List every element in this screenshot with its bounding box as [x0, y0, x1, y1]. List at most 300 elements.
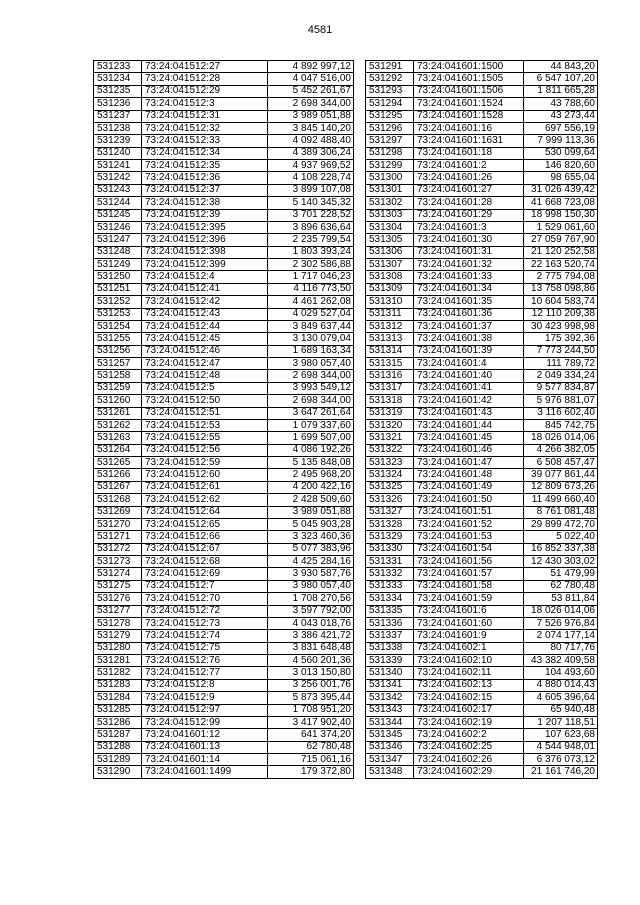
table-row — [94, 234, 354, 246]
row-number-cell: 531251 — [94, 283, 142, 295]
value-cell: 12 110 209,38 — [524, 308, 598, 320]
value-cell: 7 526 976,84 — [524, 617, 598, 629]
value-cell: 3 989 051,88 — [268, 506, 354, 518]
cadastral-number-cell: 73:24:041512:43 — [142, 308, 268, 320]
table-row — [94, 147, 354, 159]
cadastral-number-cell: 73:24:041602:1 — [414, 642, 524, 654]
value-cell: 4 389 306,24 — [268, 147, 354, 159]
table-row — [366, 160, 598, 172]
row-number-cell: 531318 — [366, 395, 414, 407]
cadastral-number-cell: 73:24:041512:399 — [142, 259, 268, 271]
value-cell: 641 374,20 — [268, 729, 354, 741]
value-cell: 4 461 262,08 — [268, 296, 354, 308]
cadastral-number-cell: 73:24:041601:16 — [414, 122, 524, 134]
row-number-cell: 531241 — [94, 160, 142, 172]
row-number-cell: 531309 — [366, 283, 414, 295]
value-cell: 5 077 383,96 — [268, 543, 354, 555]
row-number-cell: 531320 — [366, 419, 414, 431]
cadastral-number-cell: 73:24:041601:54 — [414, 543, 524, 555]
cadastral-number-cell: 73:24:041512:59 — [142, 457, 268, 469]
cadastral-number-cell: 73:24:041602:19 — [414, 716, 524, 728]
row-number-cell: 531315 — [366, 358, 414, 370]
row-number-cell: 531346 — [366, 741, 414, 753]
value-cell: 3 845 140,20 — [268, 122, 354, 134]
table-row — [94, 543, 354, 555]
value-cell: 4 425 284,16 — [268, 556, 354, 568]
row-number-cell: 531239 — [94, 135, 142, 147]
table-row — [94, 679, 354, 691]
value-cell: 1 803 393,24 — [268, 246, 354, 258]
value-cell: 10 604 583,74 — [524, 296, 598, 308]
left-register-table — [93, 60, 354, 779]
cadastral-number-cell: 73:24:041601:3 — [414, 221, 524, 233]
table-row — [94, 85, 354, 97]
cadastral-number-cell: 73:24:041512:76 — [142, 655, 268, 667]
value-cell: 7 999 113,36 — [524, 135, 598, 147]
value-cell: 3 980 057,40 — [268, 358, 354, 370]
cadastral-number-cell: 73:24:041512:47 — [142, 358, 268, 370]
value-cell: 5 140 345,32 — [268, 197, 354, 209]
cadastral-number-cell: 73:24:041512:70 — [142, 593, 268, 605]
row-number-cell: 531334 — [366, 593, 414, 605]
cadastral-number-cell: 73:24:041512:39 — [142, 209, 268, 221]
cadastral-number-cell: 73:24:041601:27 — [414, 184, 524, 196]
value-cell: 1 811 665,28 — [524, 85, 598, 97]
table-row — [94, 605, 354, 617]
value-cell: 4 266 382,05 — [524, 444, 598, 456]
value-cell: 5 976 881,07 — [524, 395, 598, 407]
cadastral-number-cell: 73:24:041512:5 — [142, 382, 268, 394]
cadastral-number-cell: 73:24:041512:61 — [142, 481, 268, 493]
row-number-cell: 531310 — [366, 296, 414, 308]
table-row — [94, 333, 354, 345]
table-row — [94, 716, 354, 728]
row-number-cell: 531240 — [94, 147, 142, 159]
row-number-cell: 531330 — [366, 543, 414, 555]
cadastral-number-cell: 73:24:041512:7 — [142, 580, 268, 592]
row-number-cell: 531277 — [94, 605, 142, 617]
cadastral-number-cell: 73:24:041601:33 — [414, 271, 524, 283]
cadastral-number-cell: 73:24:041512:42 — [142, 296, 268, 308]
value-cell: 107 623,68 — [524, 729, 598, 741]
table-row — [366, 382, 598, 394]
row-number-cell: 531248 — [94, 246, 142, 258]
row-number-cell: 531250 — [94, 271, 142, 283]
table-row — [366, 692, 598, 704]
cadastral-number-cell: 73:24:041601:41 — [414, 382, 524, 394]
table-row — [366, 419, 598, 431]
cadastral-number-cell: 73:24:041601:46 — [414, 444, 524, 456]
table-row — [94, 754, 354, 766]
table-row — [94, 358, 354, 370]
table-row — [94, 692, 354, 704]
cadastral-number-cell: 73:24:041601:39 — [414, 345, 524, 357]
table-row — [366, 494, 598, 506]
row-number-cell: 531322 — [366, 444, 414, 456]
row-number-cell: 531286 — [94, 716, 142, 728]
value-cell: 4 108 228,74 — [268, 172, 354, 184]
cadastral-number-cell: 73:24:041601:38 — [414, 333, 524, 345]
table-row — [366, 580, 598, 592]
table-row — [94, 531, 354, 543]
cadastral-number-cell: 73:24:041601:31 — [414, 246, 524, 258]
row-number-cell: 531301 — [366, 184, 414, 196]
row-number-cell: 531333 — [366, 580, 414, 592]
row-number-cell: 531336 — [366, 617, 414, 629]
table-row — [94, 568, 354, 580]
cadastral-number-cell: 73:24:041601:50 — [414, 494, 524, 506]
table-row — [94, 729, 354, 741]
table-row — [366, 729, 598, 741]
row-number-cell: 531253 — [94, 308, 142, 320]
cadastral-number-cell: 73:24:041601:26 — [414, 172, 524, 184]
table-row — [366, 617, 598, 629]
value-cell: 4 116 773,50 — [268, 283, 354, 295]
row-number-cell: 531339 — [366, 655, 414, 667]
cadastral-number-cell: 73:24:041601:12 — [142, 729, 268, 741]
row-number-cell: 531257 — [94, 358, 142, 370]
row-number-cell: 531338 — [366, 642, 414, 654]
value-cell: 530 099,64 — [524, 147, 598, 159]
value-cell: 3 116 602,40 — [524, 407, 598, 419]
row-number-cell: 531311 — [366, 308, 414, 320]
table-row — [366, 667, 598, 679]
table-row — [94, 110, 354, 122]
cadastral-number-cell: 73:24:041512:48 — [142, 370, 268, 382]
row-number-cell: 531337 — [366, 630, 414, 642]
value-cell: 62 780,48 — [524, 580, 598, 592]
table-row — [366, 61, 598, 73]
cadastral-number-cell: 73:24:041512:51 — [142, 407, 268, 419]
row-number-cell: 531261 — [94, 407, 142, 419]
cadastral-number-cell: 73:24:041512:44 — [142, 320, 268, 332]
cadastral-number-cell: 73:24:041512:68 — [142, 556, 268, 568]
table-row — [94, 172, 354, 184]
cadastral-number-cell: 73:24:041512:41 — [142, 283, 268, 295]
cadastral-number-cell: 73:24:041512:27 — [142, 61, 268, 73]
row-number-cell: 531283 — [94, 679, 142, 691]
value-cell: 22 163 520,74 — [524, 259, 598, 271]
row-number-cell: 531235 — [94, 85, 142, 97]
value-cell: 3 899 107,08 — [268, 184, 354, 196]
table-row — [94, 73, 354, 85]
row-number-cell: 531299 — [366, 160, 414, 172]
table-row — [94, 296, 354, 308]
table-row — [94, 345, 354, 357]
row-number-cell: 531321 — [366, 432, 414, 444]
row-number-cell: 531316 — [366, 370, 414, 382]
cadastral-number-cell: 73:24:041601:58 — [414, 580, 524, 592]
table-row — [366, 358, 598, 370]
table-row — [366, 432, 598, 444]
value-cell: 715 061,16 — [268, 754, 354, 766]
table-row — [366, 655, 598, 667]
value-cell: 18 026 014,06 — [524, 432, 598, 444]
table-row — [366, 469, 598, 481]
value-cell: 3 989 051,88 — [268, 110, 354, 122]
table-row — [366, 259, 598, 271]
row-number-cell: 531272 — [94, 543, 142, 555]
cadastral-number-cell: 73:24:041601:51 — [414, 506, 524, 518]
table-row — [366, 122, 598, 134]
table-row — [94, 630, 354, 642]
table-row — [366, 754, 598, 766]
value-cell: 1 207 118,51 — [524, 716, 598, 728]
cadastral-number-cell: 73:24:041512:66 — [142, 531, 268, 543]
cadastral-number-cell: 73:24:041512:38 — [142, 197, 268, 209]
table-row — [366, 605, 598, 617]
cadastral-number-cell: 73:24:041512:65 — [142, 518, 268, 530]
value-cell: 29 899 472,70 — [524, 518, 598, 530]
table-row — [366, 704, 598, 716]
value-cell: 43 382 409,58 — [524, 655, 598, 667]
cadastral-number-cell: 73:24:041601:1500 — [414, 61, 524, 73]
value-cell: 5 045 903,28 — [268, 518, 354, 530]
cadastral-number-cell: 73:24:041601:13 — [142, 741, 268, 753]
table-row — [366, 209, 598, 221]
table-row — [94, 197, 354, 209]
row-number-cell: 531300 — [366, 172, 414, 184]
row-number-cell: 531274 — [94, 568, 142, 580]
row-number-cell: 531340 — [366, 667, 414, 679]
row-number-cell: 531347 — [366, 754, 414, 766]
value-cell: 3 386 421,72 — [268, 630, 354, 642]
value-cell: 111 789,72 — [524, 358, 598, 370]
row-number-cell: 531236 — [94, 98, 142, 110]
row-number-cell: 531246 — [94, 221, 142, 233]
row-number-cell: 531308 — [366, 271, 414, 283]
row-number-cell: 531317 — [366, 382, 414, 394]
table-row — [366, 283, 598, 295]
table-row — [366, 543, 598, 555]
row-number-cell: 531252 — [94, 296, 142, 308]
table-row — [366, 296, 598, 308]
value-cell: 5 873 395,44 — [268, 692, 354, 704]
cadastral-number-cell: 73:24:041601:9 — [414, 630, 524, 642]
value-cell: 8 761 081,48 — [524, 506, 598, 518]
row-number-cell: 531329 — [366, 531, 414, 543]
row-number-cell: 531331 — [366, 556, 414, 568]
table-row — [366, 531, 598, 543]
table-row — [366, 679, 598, 691]
table-row — [94, 308, 354, 320]
table-row — [94, 518, 354, 530]
value-cell: 41 668 723,08 — [524, 197, 598, 209]
table-row — [366, 320, 598, 332]
row-number-cell: 531268 — [94, 494, 142, 506]
row-number-cell: 531233 — [94, 61, 142, 73]
cadastral-number-cell: 73:24:041512:33 — [142, 135, 268, 147]
table-row — [366, 197, 598, 209]
row-number-cell: 531295 — [366, 110, 414, 122]
row-number-cell: 531282 — [94, 667, 142, 679]
cadastral-number-cell: 73:24:041601:1506 — [414, 85, 524, 97]
row-number-cell: 531328 — [366, 518, 414, 530]
row-number-cell: 531244 — [94, 197, 142, 209]
row-number-cell: 531306 — [366, 246, 414, 258]
table-row — [94, 160, 354, 172]
cadastral-number-cell: 73:24:041512:396 — [142, 234, 268, 246]
cadastral-number-cell: 73:24:041601:1505 — [414, 73, 524, 85]
value-cell: 4 560 201,36 — [268, 655, 354, 667]
row-number-cell: 531288 — [94, 741, 142, 753]
row-number-cell: 531266 — [94, 469, 142, 481]
cadastral-number-cell: 73:24:041601:6 — [414, 605, 524, 617]
cadastral-number-cell: 73:24:041602:26 — [414, 754, 524, 766]
cadastral-number-cell: 73:24:041602:10 — [414, 655, 524, 667]
value-cell: 44 843,20 — [524, 61, 598, 73]
row-number-cell: 531264 — [94, 444, 142, 456]
row-number-cell: 531278 — [94, 617, 142, 629]
value-cell: 4 086 192,26 — [268, 444, 354, 456]
value-cell: 6 508 457,47 — [524, 457, 598, 469]
row-number-cell: 531313 — [366, 333, 414, 345]
row-number-cell: 531304 — [366, 221, 414, 233]
table-row — [366, 395, 598, 407]
value-cell: 39 077 861,44 — [524, 469, 598, 481]
row-number-cell: 531290 — [94, 766, 142, 778]
row-number-cell: 531281 — [94, 655, 142, 667]
value-cell: 179 372,80 — [268, 766, 354, 778]
table-row — [94, 432, 354, 444]
row-number-cell: 531262 — [94, 419, 142, 431]
value-cell: 43 273,44 — [524, 110, 598, 122]
table-row — [366, 741, 598, 753]
table-row — [94, 469, 354, 481]
table-row — [94, 370, 354, 382]
table-row — [94, 407, 354, 419]
value-cell: 2 428 509,60 — [268, 494, 354, 506]
cadastral-number-cell: 73:24:041602:17 — [414, 704, 524, 716]
value-cell: 697 556,19 — [524, 122, 598, 134]
value-cell: 12 809 673,26 — [524, 481, 598, 493]
cadastral-number-cell: 73:24:041601:44 — [414, 419, 524, 431]
row-number-cell: 531342 — [366, 692, 414, 704]
cadastral-number-cell: 73:24:041512:46 — [142, 345, 268, 357]
row-number-cell: 531234 — [94, 73, 142, 85]
cadastral-number-cell: 73:24:041512:56 — [142, 444, 268, 456]
value-cell: 4 880 014,43 — [524, 679, 598, 691]
cadastral-number-cell: 73:24:041512:53 — [142, 419, 268, 431]
table-row — [94, 419, 354, 431]
cadastral-number-cell: 73:24:041512:395 — [142, 221, 268, 233]
cadastral-number-cell: 73:24:041512:36 — [142, 172, 268, 184]
cadastral-number-cell: 73:24:041512:4 — [142, 271, 268, 283]
cadastral-number-cell: 73:24:041601:1524 — [414, 98, 524, 110]
value-cell: 6 547 107,20 — [524, 73, 598, 85]
table-row — [366, 246, 598, 258]
value-cell: 5 022,40 — [524, 531, 598, 543]
value-cell: 7 773 244,50 — [524, 345, 598, 357]
row-number-cell: 531312 — [366, 320, 414, 332]
value-cell: 1 529 061,60 — [524, 221, 598, 233]
value-cell: 65 940,48 — [524, 704, 598, 716]
table-row — [94, 580, 354, 592]
row-number-cell: 531297 — [366, 135, 414, 147]
cadastral-number-cell: 73:24:041512:60 — [142, 469, 268, 481]
row-number-cell: 531327 — [366, 506, 414, 518]
row-number-cell: 531343 — [366, 704, 414, 716]
value-cell: 4 937 969,52 — [268, 160, 354, 172]
value-cell: 3 647 261,64 — [268, 407, 354, 419]
table-row — [94, 704, 354, 716]
row-number-cell: 531260 — [94, 395, 142, 407]
table-row — [94, 593, 354, 605]
cadastral-number-cell: 73:24:041512:72 — [142, 605, 268, 617]
row-number-cell: 531344 — [366, 716, 414, 728]
table-row — [366, 481, 598, 493]
table-row — [94, 382, 354, 394]
row-number-cell: 531289 — [94, 754, 142, 766]
table-row — [94, 395, 354, 407]
cadastral-number-cell: 73:24:041601:57 — [414, 568, 524, 580]
value-cell: 1 708 270,56 — [268, 593, 354, 605]
value-cell: 2 302 586,88 — [268, 259, 354, 271]
cadastral-number-cell: 73:24:041512:55 — [142, 432, 268, 444]
cadastral-number-cell: 73:24:041512:8 — [142, 679, 268, 691]
row-number-cell: 531302 — [366, 197, 414, 209]
table-row — [366, 172, 598, 184]
row-number-cell: 531325 — [366, 481, 414, 493]
value-cell: 21 161 746,20 — [524, 766, 598, 778]
cadastral-number-cell: 73:24:041602:2 — [414, 729, 524, 741]
row-number-cell: 531319 — [366, 407, 414, 419]
left-table-body — [94, 61, 354, 779]
value-cell: 3 831 648,48 — [268, 642, 354, 654]
table-row — [366, 333, 598, 345]
row-number-cell: 531287 — [94, 729, 142, 741]
table-row — [94, 221, 354, 233]
table-row — [94, 135, 354, 147]
table-row — [366, 85, 598, 97]
table-row — [366, 518, 598, 530]
table-row — [366, 370, 598, 382]
right-register-table — [365, 60, 598, 779]
cadastral-number-cell: 73:24:041601:4 — [414, 358, 524, 370]
row-number-cell: 531259 — [94, 382, 142, 394]
cadastral-number-cell: 73:24:041512:29 — [142, 85, 268, 97]
cadastral-number-cell: 73:24:041512:77 — [142, 667, 268, 679]
value-cell: 4 200 422,16 — [268, 481, 354, 493]
value-cell: 146 820,60 — [524, 160, 598, 172]
cadastral-number-cell: 73:24:041512:50 — [142, 395, 268, 407]
table-row — [94, 506, 354, 518]
cadastral-number-cell: 73:24:041512:62 — [142, 494, 268, 506]
row-number-cell: 531256 — [94, 345, 142, 357]
row-number-cell: 531275 — [94, 580, 142, 592]
value-cell: 2 698 344,00 — [268, 370, 354, 382]
value-cell: 2 698 344,00 — [268, 98, 354, 110]
cadastral-number-cell: 73:24:041602:25 — [414, 741, 524, 753]
table-row — [94, 444, 354, 456]
value-cell: 6 376 073,12 — [524, 754, 598, 766]
table-row — [366, 345, 598, 357]
row-number-cell: 531335 — [366, 605, 414, 617]
cadastral-number-cell: 73:24:041601:1499 — [142, 766, 268, 778]
cadastral-number-cell: 73:24:041601:42 — [414, 395, 524, 407]
row-number-cell: 531293 — [366, 85, 414, 97]
row-number-cell: 531245 — [94, 209, 142, 221]
value-cell: 12 430 303,02 — [524, 556, 598, 568]
value-cell: 1 079 337,60 — [268, 419, 354, 431]
table-row — [366, 630, 598, 642]
cadastral-number-cell: 73:24:041601:47 — [414, 457, 524, 469]
value-cell: 3 993 549,12 — [268, 382, 354, 394]
value-cell: 2 049 334,24 — [524, 370, 598, 382]
value-cell: 4 544 948,01 — [524, 741, 598, 753]
row-number-cell: 531255 — [94, 333, 142, 345]
cadastral-number-cell: 73:24:041601:1528 — [414, 110, 524, 122]
